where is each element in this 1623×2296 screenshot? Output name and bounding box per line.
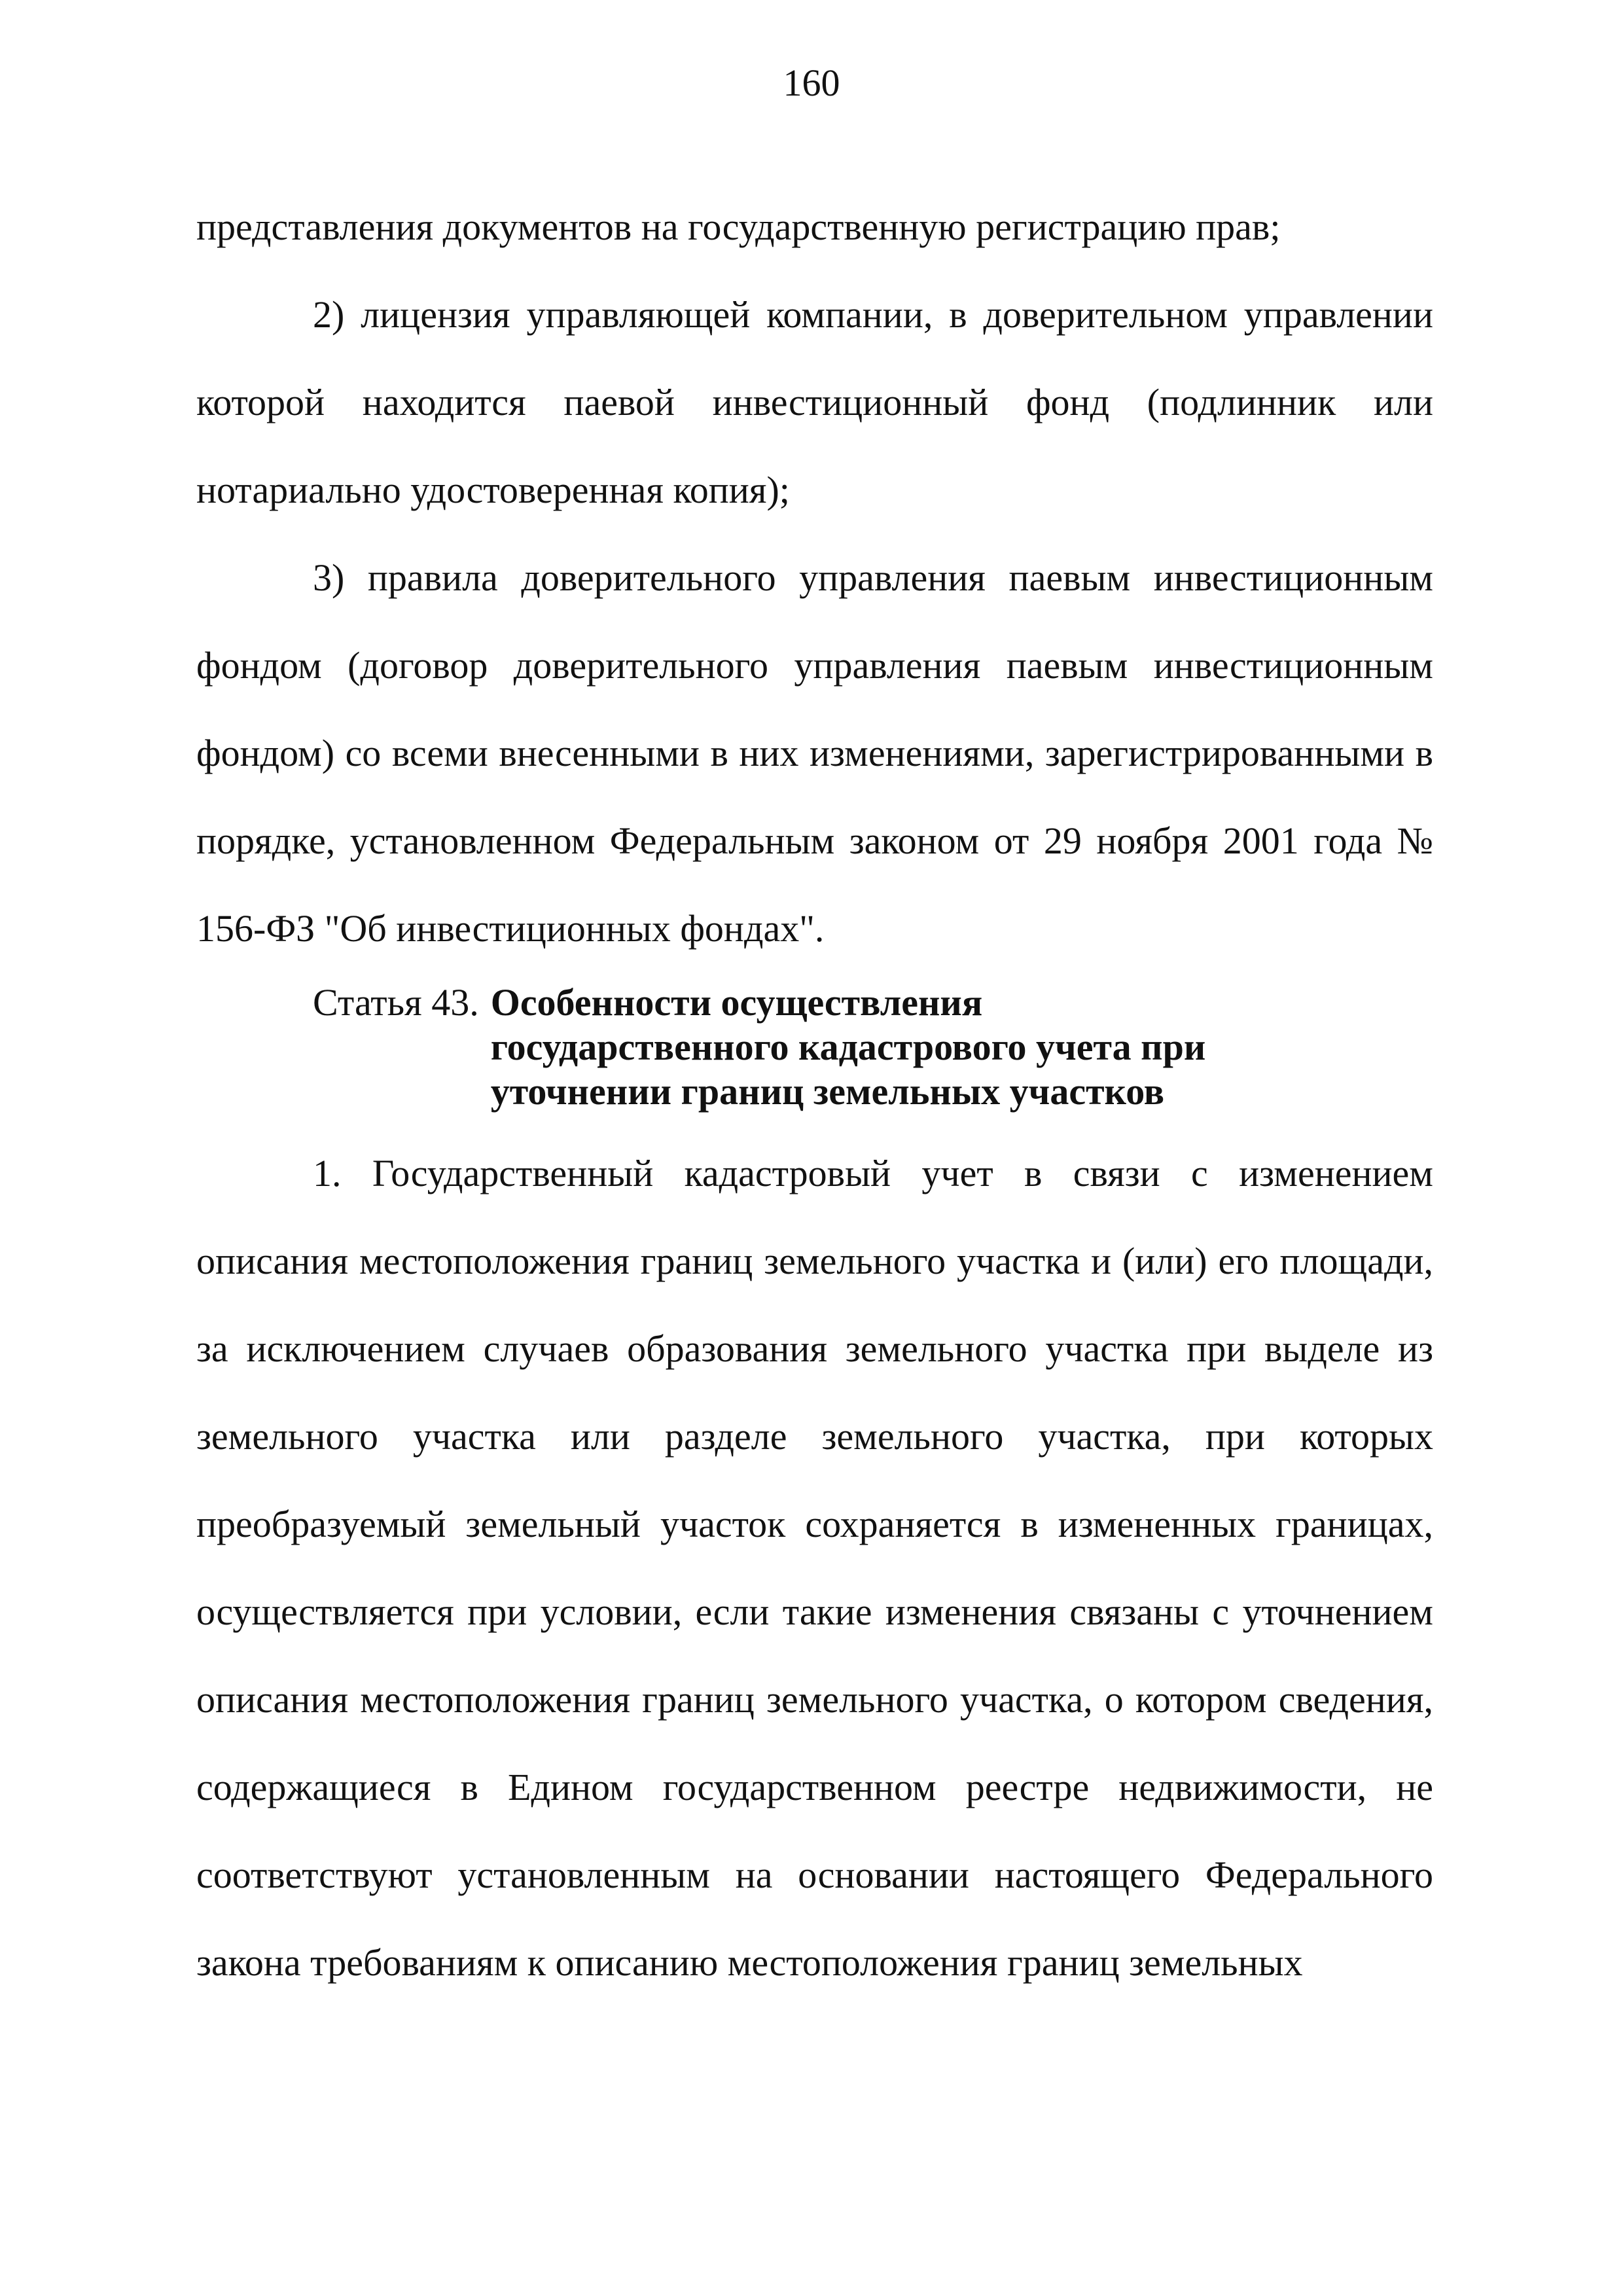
article-label: Статья 43. — [313, 981, 479, 1024]
article-title: Особенности осуществления государственного кадастрового учета при уточнении границ земельных участков — [490, 981, 1206, 1113]
article-heading — [196, 980, 1433, 1114]
paragraph-item-2: 2) лицензия управляющей компании, в доверительном управлении которой находится паевой инвестиционный фонд (подлинник или нотариально удостоверенная копия); — [196, 293, 1433, 511]
paragraph-item-3: 3) правила доверительного управления паевым инвестиционным фондом (договор доверительного управления паевым инвестиционным фондом) со всеми внесенными в них изменениями, зарегистрированными в порядке, установленном Федеральным законом от 29 ноября 2001 года № 156-ФЗ "Об инвестиционных фондах". — [196, 556, 1433, 950]
paragraph-article-point-1: 1. Государственный кадастровый учет в связи с изменением описания местоположения границ земельного участка и (или) его площади, за исключением случаев образования земельного участка при выделе из земельного участка или разделе земельного участка, при которых преобразуемый земельный участок сохраняется в измененных границах, осуществляется при условии, если такие изменения связаны с уточнением описания местоположения границ земельного участка, о котором сведения, содержащиеся в Едином государственном реестре недвижимости, не соответствуют установленным на основании настоящего Федерального закона требованиям к описанию местоположения границ земельных — [196, 1152, 1433, 1984]
page-number: 160 — [783, 62, 840, 104]
paragraph-continuation: представления документов на государственную регистрацию прав; — [196, 206, 1281, 248]
document-body — [196, 183, 1433, 2007]
